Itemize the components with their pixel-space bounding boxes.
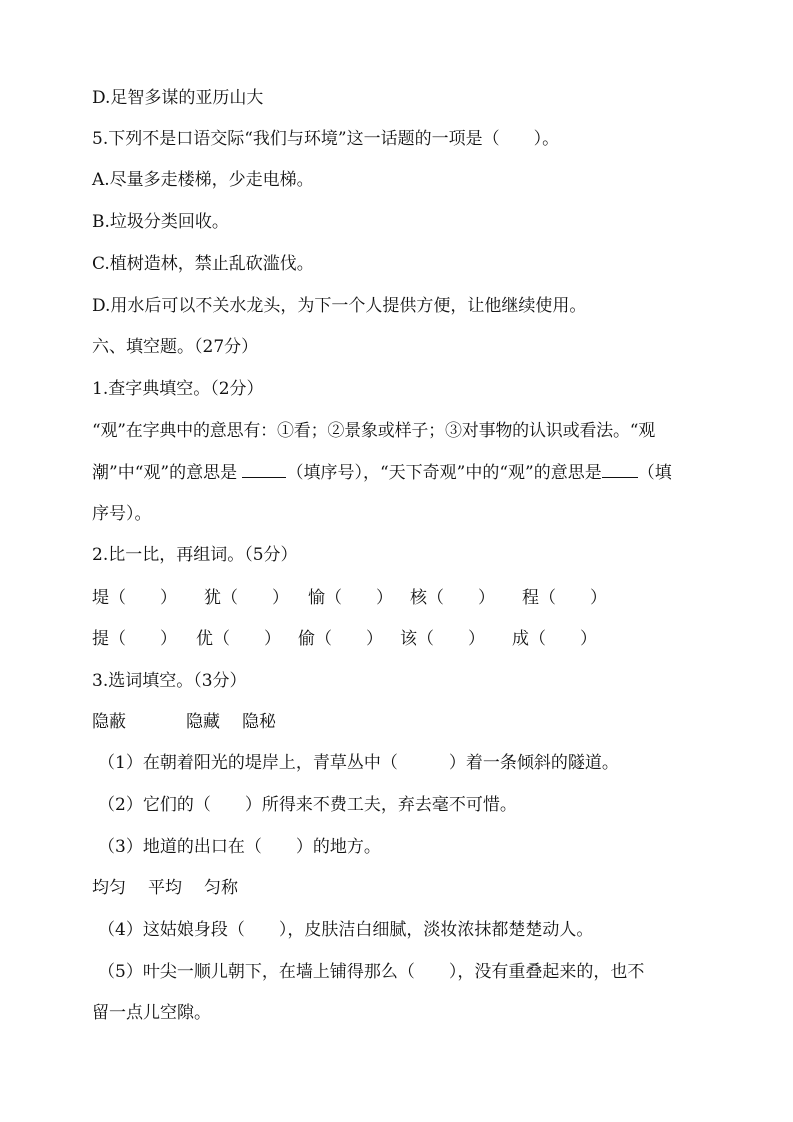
q1-text-line2-b: （填序号），“天下奇观”中的“观”的意思是 [286,463,602,483]
q2-row1-item: 犹（ ） [204,588,289,608]
q1-title: 1.查字典填空。（2分） [92,379,264,399]
q2-row2-item: 优（ ） [196,629,281,649]
q3-item-1: （1）在朝着阳光的堤岸上，青草丛中（ ）着一条倾斜的隧道。 [98,753,619,773]
q3-item-5: （5）叶尖一顺儿朝下，在墙上铺得那么（ ），没有重叠起来的，也不 [98,962,645,982]
q3-item-2: （2）它们的（ ）所得来不费工夫，弃去毫不可惜。 [98,795,517,815]
word-choice: 隐蔽 [92,712,126,732]
q2-row1-item: 程（ ） [522,588,607,608]
q5-option-c: C.植树造林，禁止乱砍滥伐。 [92,254,314,274]
q3-item-5-continued: 留一点儿空隙。 [92,1003,211,1023]
q1-text-line2-c: （填 [637,463,672,483]
q5-option-d: D.用水后可以不关水龙头，为下一个人提供方便，让他继续使用。 [92,296,587,316]
q2-title: 2.比一比，再组词。（5分） [92,545,298,565]
word-choice: 均匀 [92,878,126,898]
q2-row1-item: 核（ ） [410,588,495,608]
q5-stem: 5.下列不是口语交际“我们与环境”这一话题的一项是（ ）。 [92,129,560,149]
q1-text-line2-a: 潮”中“观”的意思是 [92,463,243,483]
q2-row1-item: 堤（ ） [92,588,177,608]
q5-option-a: A.尽量多走楼梯，少走电梯。 [92,170,314,190]
answer-blank-1[interactable] [242,463,286,478]
q1-text-line2 [92,461,672,485]
section6-title: 六、填空题。（27分） [92,337,259,357]
q3-item-3: （3）地道的出口在（ ）的地方。 [98,837,381,857]
q2-row2-item: 成（ ） [512,629,597,649]
q4-option-d: D.足智多谋的亚历山大 [92,88,264,108]
answer-blank-2[interactable] [602,463,638,478]
word-choice: 隐藏 [186,712,220,732]
q1-text-line1: “观”在字典中的意思有：①看；②景象或样子；③对事物的认识或看法。“观 [92,421,656,441]
q2-row2-item: 提（ ） [92,629,177,649]
q5-option-b: B.垃圾分类回收。 [92,212,229,232]
q2-row1-item: 愉（ ） [308,588,393,608]
q3-item-4: （4）这姑娘身段（ ），皮肤洁白细腻，淡妆浓抹都楚楚动人。 [98,920,594,940]
q2-row2-item: 偷（ ） [298,629,383,649]
q3-title: 3.选词填空。（3分） [92,671,247,691]
q2-row2-item: 该（ ） [400,629,485,649]
word-choice: 平均 [148,878,182,898]
word-choice: 隐秘 [242,712,276,732]
word-choice: 匀称 [204,878,238,898]
q1-text-line3: 序号）。 [92,504,152,524]
